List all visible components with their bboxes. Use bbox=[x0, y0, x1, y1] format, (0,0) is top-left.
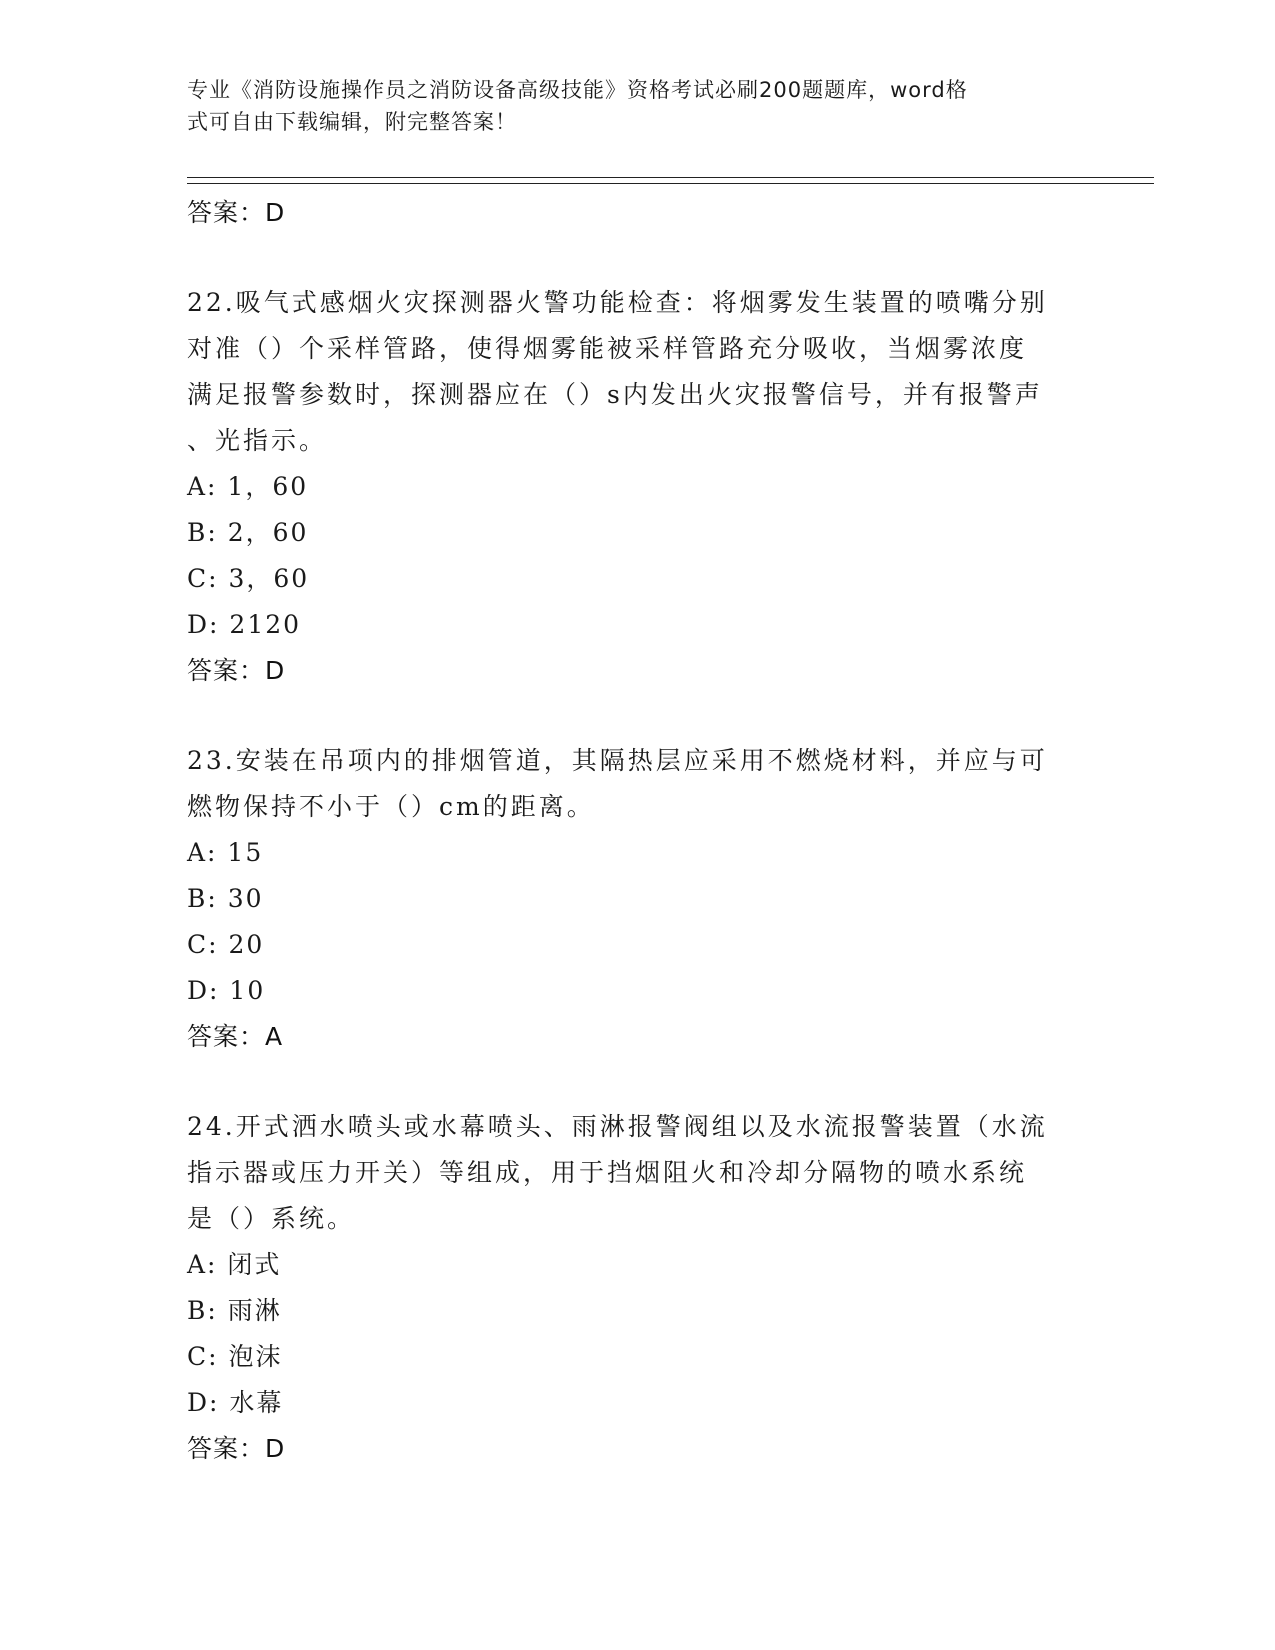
question-block bbox=[187, 738, 1087, 1060]
option-a: A: 1，60 bbox=[187, 472, 309, 501]
document-body bbox=[187, 190, 1087, 1472]
spacer bbox=[187, 236, 1087, 280]
answer-label: 答案：D bbox=[187, 1434, 286, 1463]
question-line: 燃物保持不小于（）cm的距离。 bbox=[187, 792, 595, 821]
spacer bbox=[187, 1060, 1087, 1104]
question-line: 是（）系统。 bbox=[187, 1204, 356, 1233]
question-line: 23.安装在吊项内的排烟管道，其隔热层应采用不燃烧材料，并应与可 bbox=[187, 746, 1048, 775]
answer-label: 答案：A bbox=[187, 1022, 284, 1051]
question-line: 指示器或压力开关）等组成，用于挡烟阻火和冷却分隔物的喷水系统 bbox=[187, 1158, 1028, 1187]
document-header bbox=[187, 74, 1087, 138]
option-c: C: 泡沫 bbox=[187, 1342, 283, 1371]
question-block bbox=[187, 1104, 1087, 1472]
spacer bbox=[187, 694, 1087, 738]
option-a: A: 闭式 bbox=[187, 1250, 282, 1279]
header-line-1: 专业《消防设施操作员之消防设备高级技能》资格考试必刷200题题库，word格 bbox=[187, 78, 968, 102]
option-b: B: 30 bbox=[187, 884, 264, 913]
question-line: 满足报警参数时，探测器应在（）s内发出火灾报警信号，并有报警声 bbox=[187, 380, 1043, 409]
question-line: 22.吸气式感烟火灾探测器火警功能检查：将烟雾发生装置的喷嘴分别 bbox=[187, 288, 1048, 317]
header-line-2: 式可自由下载编辑，附完整答案！ bbox=[187, 110, 517, 134]
header-divider-bottom bbox=[187, 183, 1154, 184]
option-d: D: 水幕 bbox=[187, 1388, 284, 1417]
option-b: B: 2，60 bbox=[187, 518, 309, 547]
question-line: 24.开式洒水喷头或水幕喷头、雨淋报警阀组以及水流报警装置（水流 bbox=[187, 1112, 1048, 1141]
answer-label: 答案：D bbox=[187, 198, 286, 227]
question-line: 、光指示。 bbox=[187, 426, 328, 455]
header-divider-top bbox=[187, 177, 1154, 178]
option-d: D: 10 bbox=[187, 976, 266, 1005]
question-line: 对准（）个采样管路，使得烟雾能被采样管路充分吸收，当烟雾浓度 bbox=[187, 334, 1028, 363]
answer-label: 答案：D bbox=[187, 656, 286, 685]
option-a: A: 15 bbox=[187, 838, 264, 867]
question-block bbox=[187, 280, 1087, 694]
option-c: C: 20 bbox=[187, 930, 265, 959]
option-d: D: 2120 bbox=[187, 610, 302, 639]
option-c: C: 3，60 bbox=[187, 564, 310, 593]
option-b: B: 雨淋 bbox=[187, 1296, 282, 1325]
